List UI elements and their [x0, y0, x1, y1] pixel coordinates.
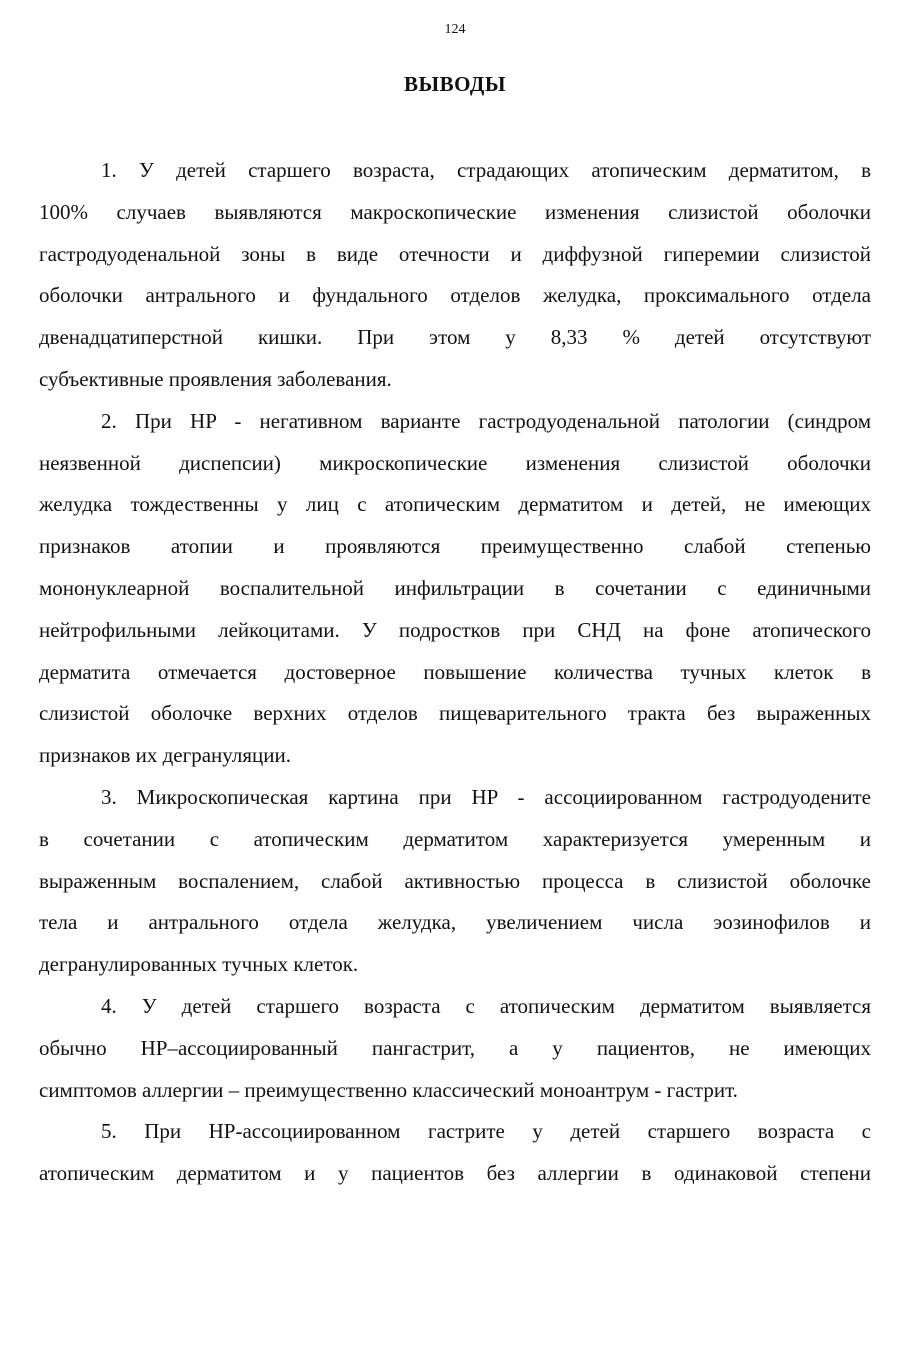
- section-heading: ВЫВОДЫ: [404, 72, 506, 96]
- text-line: слизистой оболочке верхних отделов пищеварительного тракта без выраженных: [39, 701, 871, 726]
- text-line: 2. При HP - негативном варианте гастродуоденальной патологии (синдром: [101, 408, 871, 433]
- text-line: признаков их дегрануляции.: [39, 743, 291, 768]
- text-line: обычно HP–ассоциированный пангастрит, а у пациентов, не имеющих: [39, 1035, 871, 1060]
- text-line: неязвенной диспепсии) микроскопические изменения слизистой оболочки: [39, 450, 871, 475]
- text-line: тела и антрального отдела желудка, увеличением числа эозинофилов и: [39, 910, 871, 935]
- text-line: признаков атопии и проявляются преимущественно слабой степенью: [39, 534, 871, 559]
- text-line: желудка тождественны у лиц с атопическим дерматитом и детей, не имеющих: [39, 492, 871, 517]
- text-line: мононуклеарной воспалительной инфильтрации в сочетании с единичными: [39, 575, 871, 600]
- paragraph-3: [39, 777, 871, 986]
- text-line: выраженным воспалением, слабой активностью процесса в слизистой оболочке: [39, 868, 871, 893]
- paragraph-5: [39, 1111, 871, 1195]
- paragraph-1: [39, 150, 871, 401]
- text-line: гастродуоденальной зоны в виде отечности и диффузной гиперемии слизистой: [39, 241, 871, 266]
- text-line: атопическим дерматитом и у пациентов без аллергии в одинаковой степени: [39, 1161, 871, 1186]
- paragraph-2: [39, 401, 871, 777]
- text-line: оболочки антрального и фундального отделов желудка, проксимального отдела: [39, 283, 871, 308]
- text-line: 4. У детей старшего возраста с атопическим дерматитом выявляется: [101, 993, 871, 1018]
- text-line: субъективные проявления заболевания.: [39, 366, 392, 391]
- text-line: симптомов аллергии – преимущественно классический моноантрум - гастрит.: [39, 1077, 738, 1102]
- text-line: 1. У детей старшего возраста, страдающих атопическим дерматитом, в: [101, 158, 871, 182]
- text-line: двенадцатиперстной кишки. При этом у 8,33 % детей отсутствуют: [39, 325, 871, 350]
- conclusions-body: [39, 150, 871, 1195]
- paragraph-4: [39, 986, 871, 1111]
- text-line: 3. Микроскопическая картина при HP - ассоциированном гастродуодените: [101, 784, 871, 809]
- text-line: 5. При HP-ассоциированном гастрите у детей старшего возраста с: [101, 1119, 871, 1144]
- text-line: дерматита отмечается достоверное повышение количества тучных клеток в: [39, 659, 871, 684]
- text-line: нейтрофильными лейкоцитами. У подростков при СНД на фоне атопического: [39, 617, 871, 642]
- text-line: в сочетании с атопическим дерматитом характеризуется умеренным и: [39, 826, 871, 851]
- text-line: дегранулированных тучных клеток.: [39, 952, 359, 977]
- text-line: 100% случаев выявляются макроскопические изменения слизистой оболочки: [39, 199, 871, 224]
- page-number: 124: [444, 22, 466, 37]
